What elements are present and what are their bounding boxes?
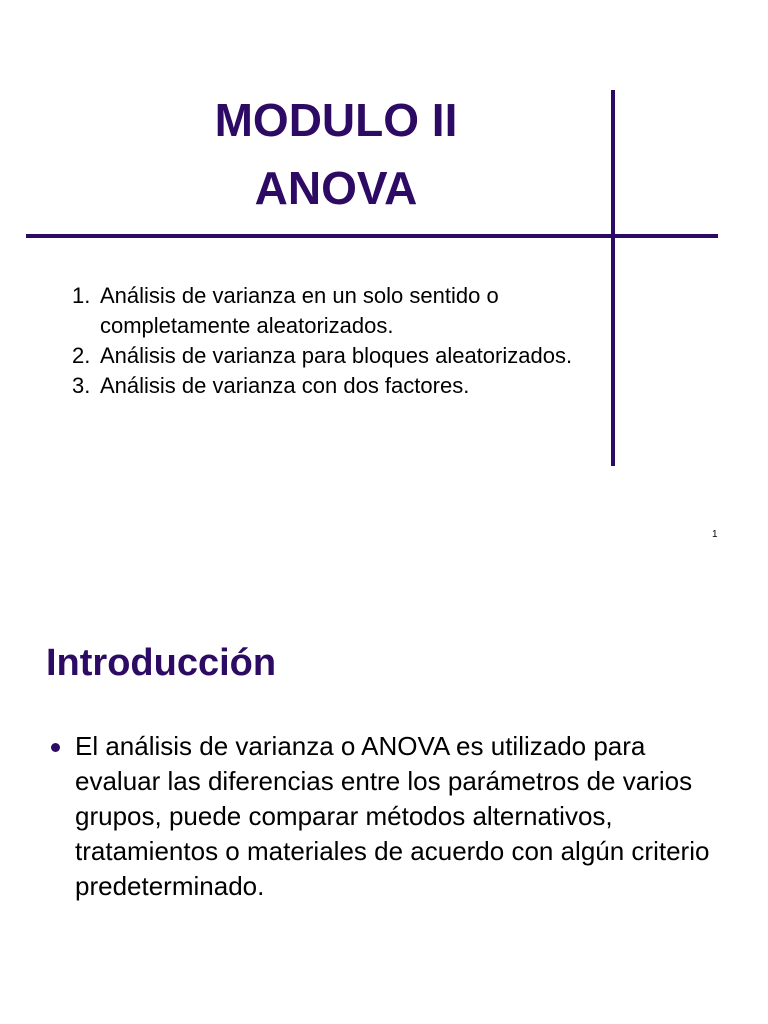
- module-outline: [72, 281, 592, 401]
- outline-item-text: Análisis de varianza en un solo sentido o completamente aleatorizados.: [100, 283, 499, 338]
- outline-item-text: Análisis de varianza con dos factores.: [100, 373, 470, 398]
- outline-item-number: 2.: [72, 343, 91, 368]
- outline-item: [72, 281, 592, 341]
- outline-item: [72, 371, 592, 401]
- outline-item-text: Análisis de varianza para bloques aleatorizados.: [100, 343, 573, 368]
- bullet-item: [46, 729, 726, 904]
- page-number: 1: [712, 529, 718, 540]
- vertical-rule: [611, 90, 615, 466]
- slide-introduction: [0, 576, 768, 1024]
- outline-item: [72, 341, 592, 371]
- slide-title: [60, 86, 612, 222]
- title-line-anova: ANOVA: [254, 162, 418, 214]
- bullet-dot-icon: [51, 743, 60, 752]
- outline-item-number: 3.: [72, 373, 91, 398]
- bullet-text: El análisis de varianza o ANOVA es utilizado para evaluar las diferencias entre los parámetros de varios grupos, puede comparar métodos alternativos, tratamientos o materiales de acuerdo con algún criterio predeterminado.: [75, 731, 710, 901]
- bullet-list: [46, 729, 726, 904]
- section-title: Introducción: [46, 642, 277, 684]
- outline-item-number: 1.: [72, 283, 91, 308]
- title-line-module: MODULO II: [214, 94, 458, 146]
